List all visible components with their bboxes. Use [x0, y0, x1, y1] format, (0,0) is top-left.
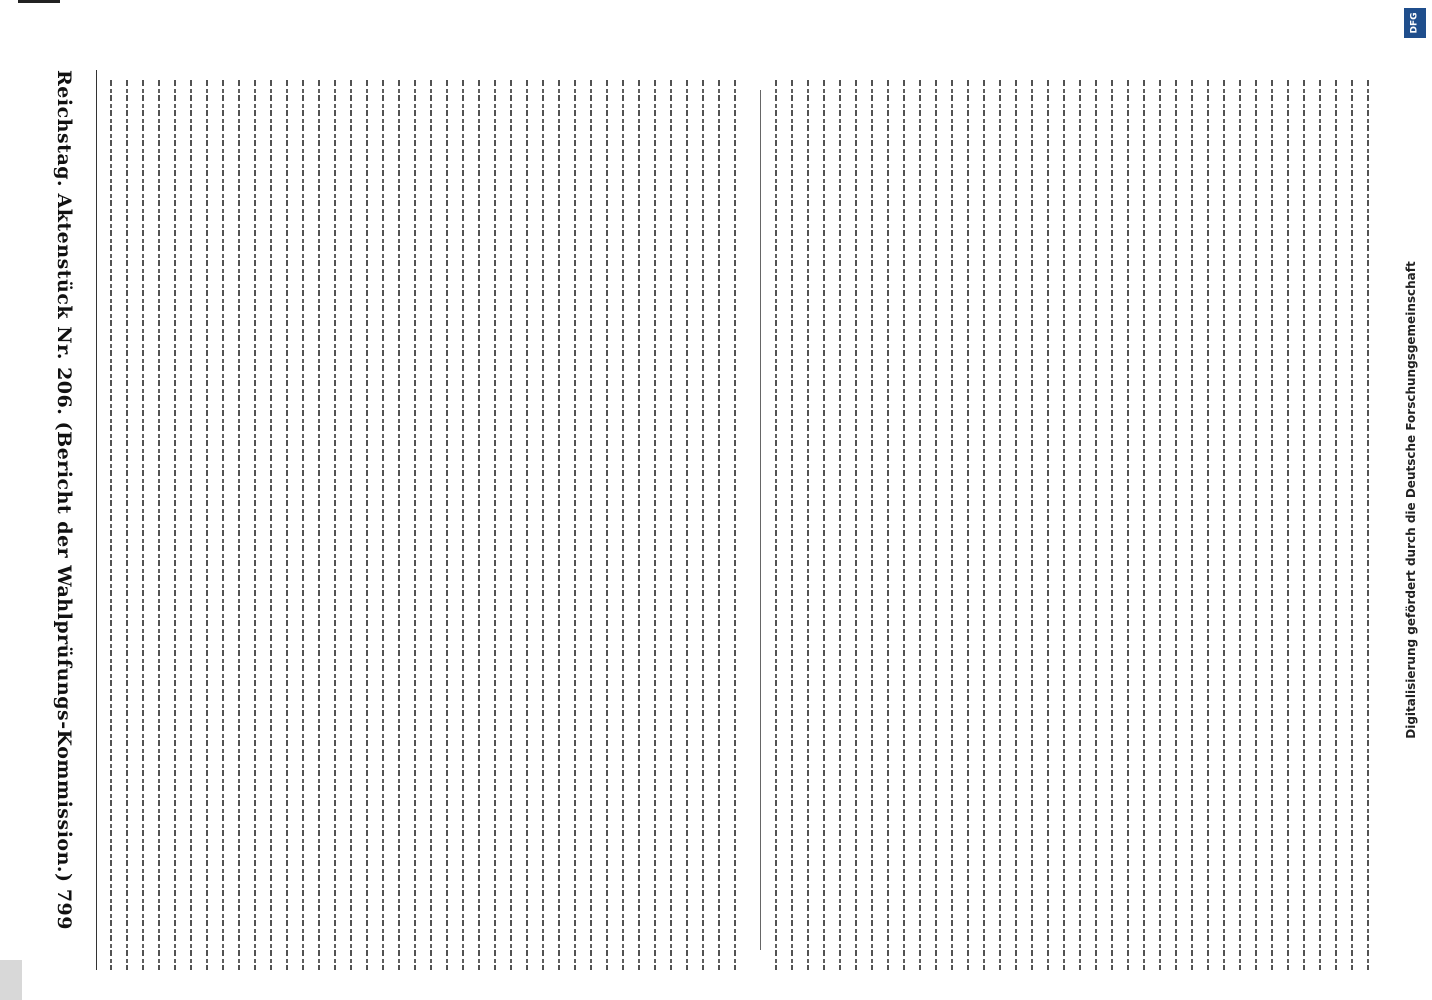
text-line [951, 80, 953, 970]
text-line [999, 80, 1001, 970]
text-line [1239, 80, 1241, 970]
text-line [654, 80, 656, 970]
text-line [1079, 80, 1081, 970]
text-line [590, 80, 592, 970]
text-line [414, 80, 416, 970]
text-line [1127, 80, 1129, 970]
text-line [126, 80, 128, 970]
text-line [286, 80, 288, 970]
text-line [558, 80, 560, 970]
text-line [1367, 80, 1369, 970]
text-line [158, 80, 160, 970]
text-line [270, 80, 272, 970]
text-line [807, 80, 809, 970]
text-line [670, 80, 672, 970]
text-line [983, 80, 985, 970]
text-line [174, 80, 176, 970]
text-line [1095, 80, 1097, 970]
right-text-column [775, 80, 1390, 970]
text-line [919, 80, 921, 970]
text-line [718, 80, 720, 970]
header-left: Reichstag. [53, 70, 75, 188]
text-line [206, 80, 208, 970]
text-line [110, 80, 112, 970]
text-line [791, 80, 793, 970]
text-line [1175, 80, 1177, 970]
text-line [238, 80, 240, 970]
text-line [526, 80, 528, 970]
text-line [1063, 80, 1065, 970]
text-line [702, 80, 704, 970]
text-line [622, 80, 624, 970]
text-line [1319, 80, 1321, 970]
text-line [350, 80, 352, 970]
text-line [686, 80, 688, 970]
text-line [494, 80, 496, 970]
text-line [1255, 80, 1257, 970]
text-line [935, 80, 937, 970]
text-line [1159, 80, 1161, 970]
corner-edge [0, 960, 22, 1000]
text-line [398, 80, 400, 970]
text-line [462, 80, 464, 970]
text-line [887, 80, 889, 970]
text-line [366, 80, 368, 970]
text-line [334, 80, 336, 970]
column-gutter [760, 90, 761, 950]
text-line [1047, 80, 1049, 970]
header-section-title: (Bericht der Wahlprüfungs-Kommission.) [53, 421, 75, 883]
text-line [1015, 80, 1017, 970]
text-line [839, 80, 841, 970]
running-header [49, 70, 79, 930]
header-document-number: Aktenstück Nr. 206. [53, 193, 75, 416]
text-line [542, 80, 544, 970]
left-edge [0, 0, 18, 1000]
page-number: 799 [53, 888, 75, 930]
text-line [1303, 80, 1305, 970]
text-line [823, 80, 825, 970]
text-line [1031, 80, 1033, 970]
text-line [190, 80, 192, 970]
text-line [302, 80, 304, 970]
text-line [606, 80, 608, 970]
text-line [1191, 80, 1193, 970]
text-line [1351, 80, 1353, 970]
dfg-logo [1404, 8, 1426, 38]
text-line [638, 80, 640, 970]
dfg-logo-text: DFG [1409, 12, 1420, 34]
left-text-column [110, 80, 750, 970]
header-rule [96, 70, 97, 970]
text-line [382, 80, 384, 970]
text-line [222, 80, 224, 970]
text-line [903, 80, 905, 970]
text-line [775, 80, 777, 970]
text-line [1335, 80, 1337, 970]
text-line [1111, 80, 1113, 970]
text-line [1143, 80, 1145, 970]
text-line [510, 80, 512, 970]
text-line [855, 80, 857, 970]
text-line [1223, 80, 1225, 970]
text-line [446, 80, 448, 970]
text-line [1287, 80, 1289, 970]
text-line [1207, 80, 1209, 970]
text-line [430, 80, 432, 970]
text-line [734, 80, 736, 970]
text-line [574, 80, 576, 970]
digitization-credit: Digitalisierung gefördert durch die Deutsche Forschungsgemeinschaft [1404, 261, 1418, 739]
text-line [1271, 80, 1273, 970]
text-line [871, 80, 873, 970]
text-line [254, 80, 256, 970]
text-line [967, 80, 969, 970]
text-line [318, 80, 320, 970]
text-line [142, 80, 144, 970]
text-line [478, 80, 480, 970]
